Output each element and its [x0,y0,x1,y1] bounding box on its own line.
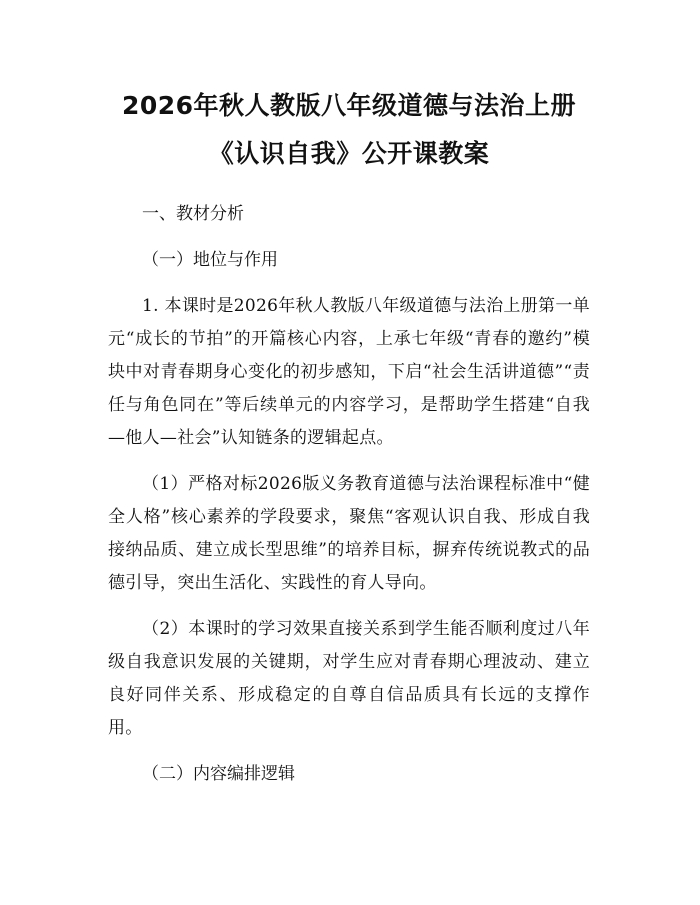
body-paragraph: 1. 本课时是2026年秋人教版八年级道德与法治上册第一单元“成长的节拍”的开篇核心内容，上承七年级“青春的邀约”模块中对青春期身心变化的初步感知，下启“社会生活讲道德”“责任与角色同在”等后续单元的内容学习，是帮助学生搭建“自我—他人—社会”认知链条的逻辑起点。 [108,296,590,448]
section-heading-textbook-analysis: 一、教材分析 [142,204,244,224]
body-paragraph: （1）严格对标2026版义务教育道德与法治课程标准中“健全人格”核心素养的学段要求，聚焦“客观认识自我、形成自我接纳品质、建立成长型思维”的培养目标，摒弃传统说教式的品德引导，突出生活化、实践性的育人导向。 [108,474,590,593]
document-title: 2026年秋人教版八年级道德与法治上册《认识自我》公开课教案 [121,91,577,168]
body-paragraph: （2）本课时的学习效果直接关系到学生能否顺利度过八年级自我意识发展的关键期，对学生应对青春期心理波动、建立良好同伴关系、形成稳定的自尊自信品质具有长远的支撑作用。 [108,619,590,738]
subsection-heading-content-arrangement: （二）内容编排逻辑 [142,764,295,784]
subsection-heading-position-and-role: （一）地位与作用 [142,250,278,270]
